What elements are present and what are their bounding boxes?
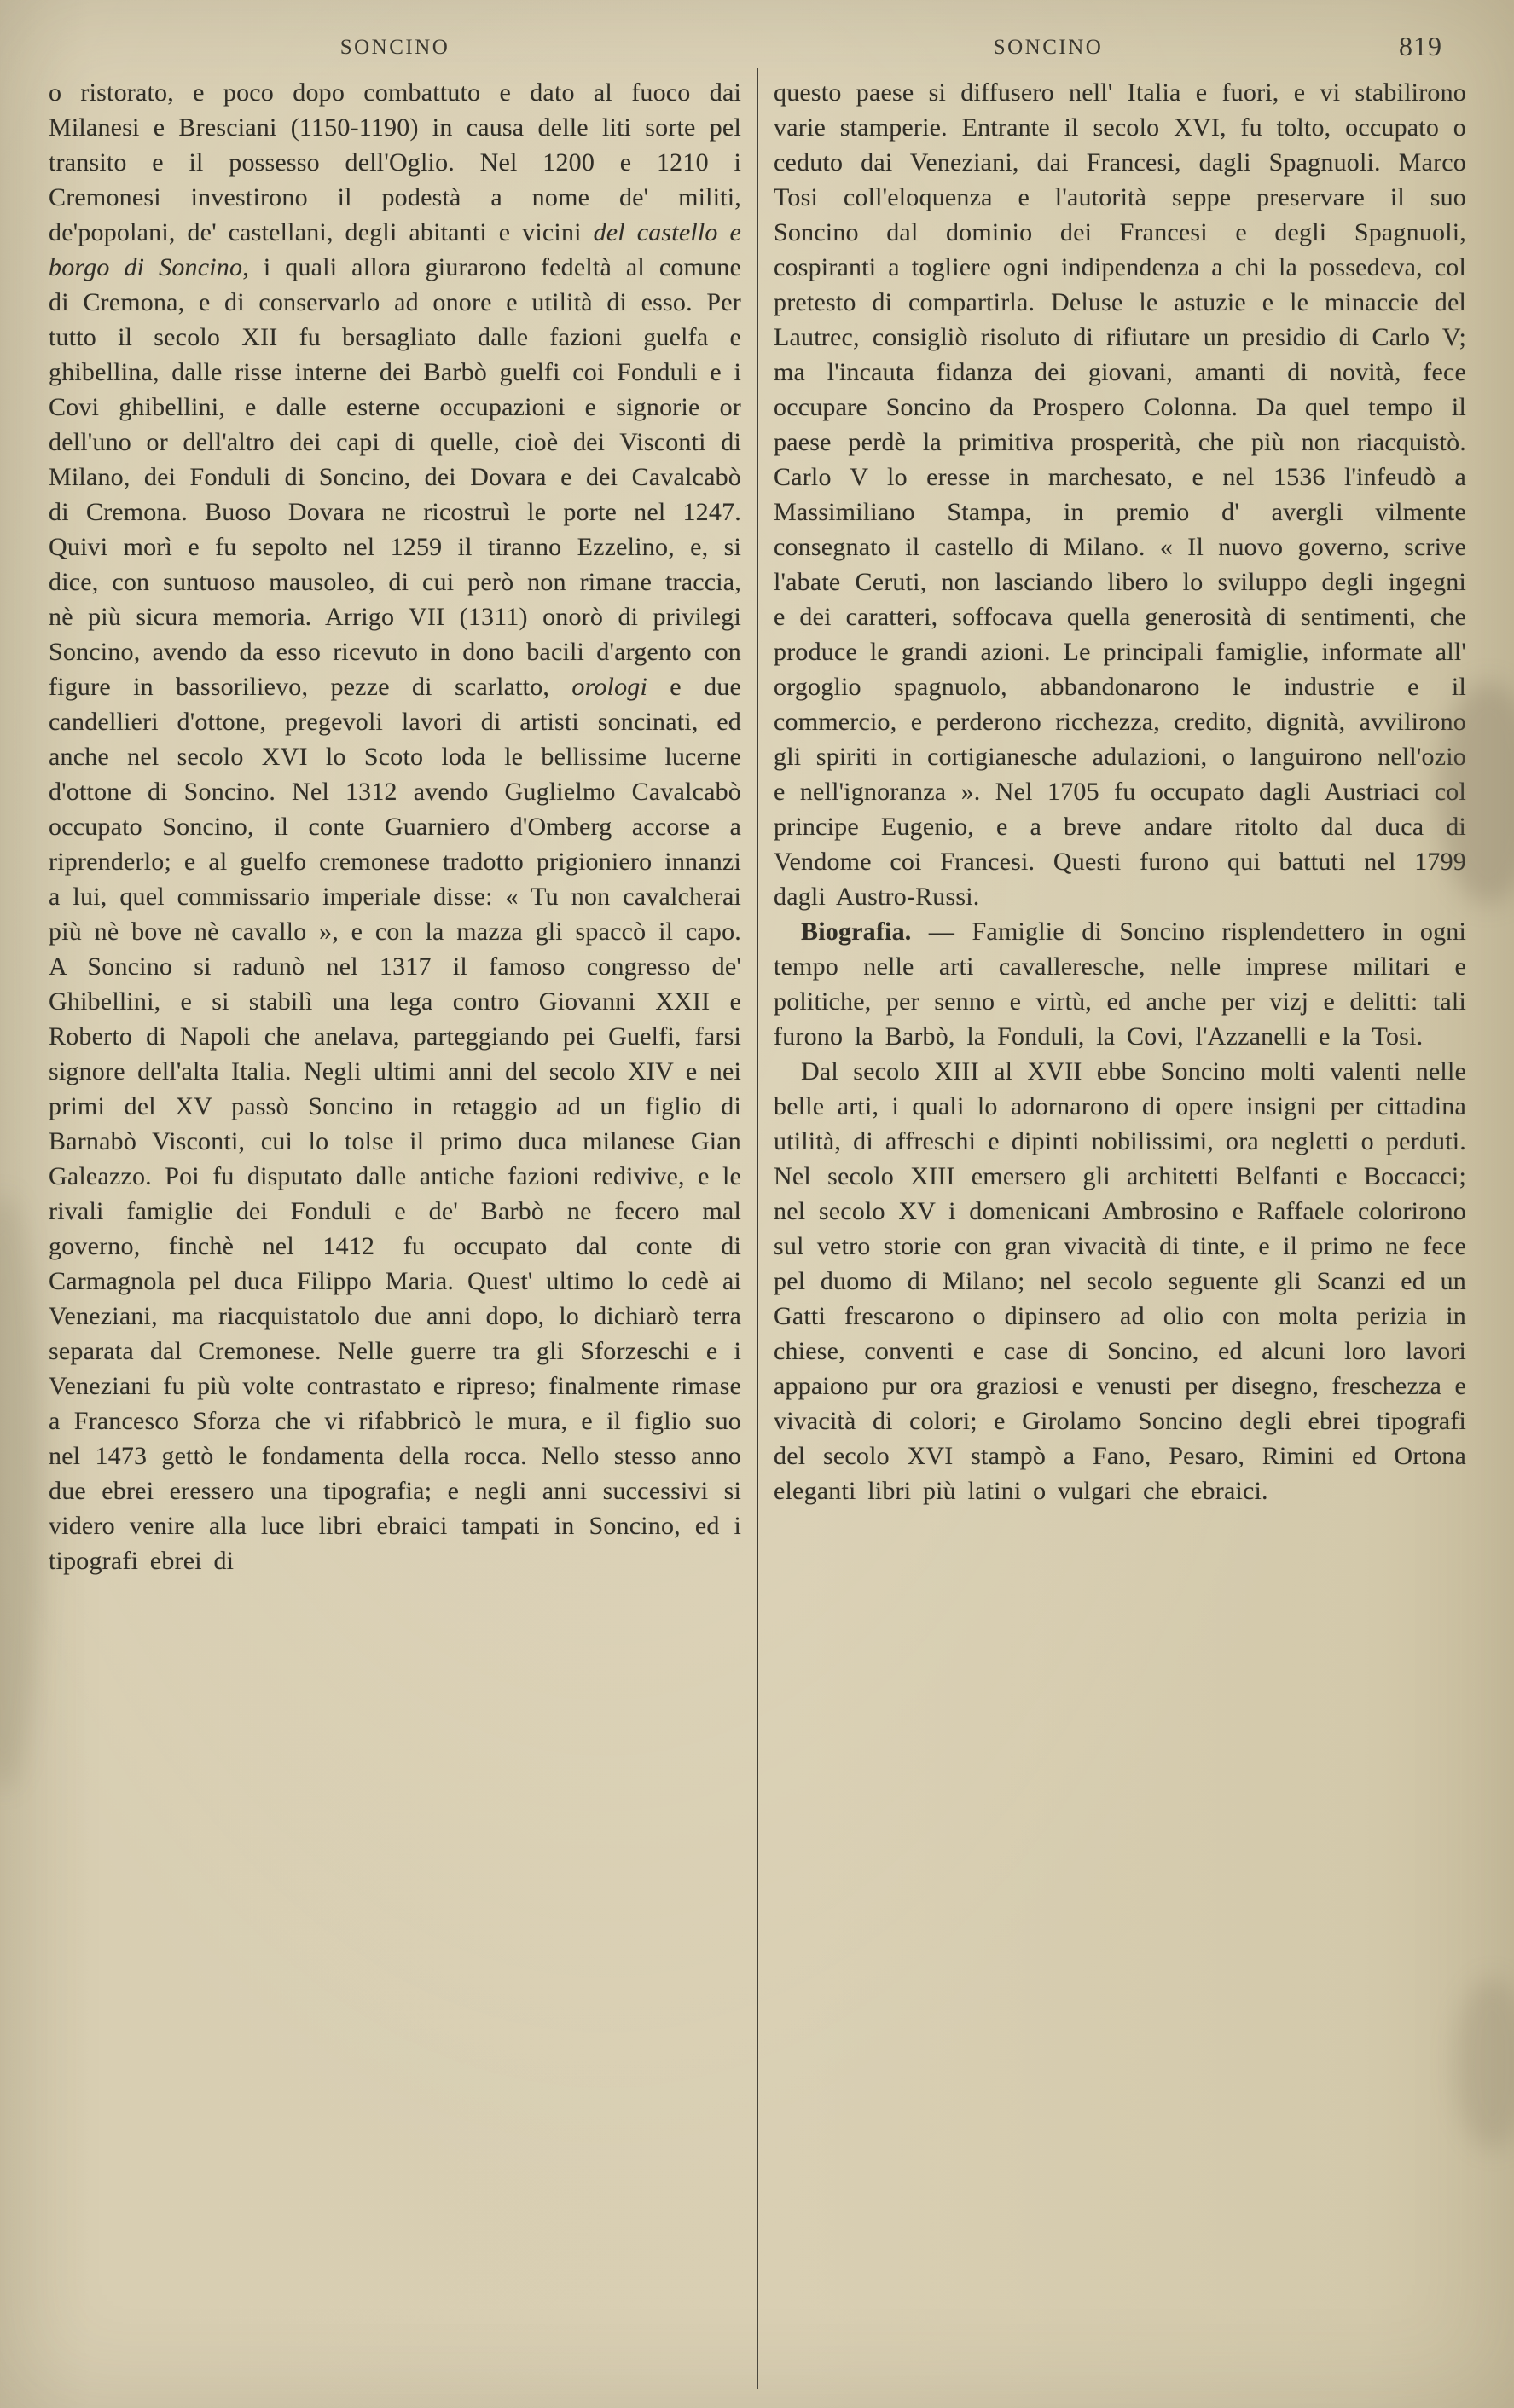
italic-phrase: orologi: [571, 673, 648, 701]
page-header: [0, 31, 1514, 70]
text-columns: [49, 75, 1466, 2389]
left-column-paragraph: [49, 75, 741, 1578]
biografia-heading: Biografia.: [801, 917, 912, 946]
right-column: [774, 75, 1466, 2389]
right-column-paragraph-arts: Dal secolo XIII al XVII ebbe Soncino molti valenti nelle belle arti, i quali lo adornarono di opere insigni per cittadina utilità, di affreschi e dipinti nobilissimi, ora negletti o perduti. Nel secolo XIII emersero gli architetti Belfanti e Boccacci; nel secolo XV i domenicani Ambrosino e Raffaele colorirono sul vetro storie con gran vivacità di tinte, e il primo ne fece pel duomo di Milano; nel secolo seguente gli Scanzi ed un Gatti frescarono o dipinsero ad olio con molta perizia in chiese, conventi e case di Soncino, ed alcuni loro lavori appaiono pur ora graziosi e venusti per disegno, freschezza e vivacità di colori; e Girolamo Soncino degli ebrei tipografi del secolo XVI stampò a Fano, Pesaro, Rimini ed Ortona eleganti libri più latini o vulgari che ebraici.: [774, 1057, 1466, 1505]
running-title-left: SONCINO: [339, 36, 450, 59]
text-segment: o ristorato, e poco dopo combattuto e dato al fuoco dai Milanesi e Bresciani (1150-1190) in causa delle liti sorte pel transito e il possesso dell'Oglio. Nel 1200 e 1210 i Cremonesi investirono il podestà a nome de' militi, de'popolani, de' castellani, degli abitanti e vicini: [49, 78, 741, 246]
text-segment: — Famiglie di Soncino risplendettero in ogni tempo nelle arti cavalleresche, nelle imprese militari e politiche, per senno e virtù, ed anche per vizj e delitti: tali furono la Barbò, la Fonduli, la Covi, l'Azzanelli e la Tosi.: [774, 917, 1466, 1051]
text-segment: , i quali allora giurarono fedeltà al comune di Cremona, e di conservarlo ad onore e utilità di esso. Per tutto il secolo XII fu bersagliato dalle fazioni guelfa e ghibellina, dalle risse interne dei Barbò guelfi coi Fonduli e i Covi ghibellini, e dalle esterne occupazioni e signorie or dell'uno or dell'altro dei capi di quelle, cioè dei Visconti di Milano, dei Fonduli di Soncino, dei Dovara e dei Cavalcabò di Cremona. Buoso Dovara ne ricostruì le porte nel 1247. Quivi morì e fu sepolto nel 1259 il tiranno Ezzelino, e, si dice, con suntuoso mausoleo, di cui però non rimane traccia, nè più sicura memoria. Arrigo VII (1311) onorò di privilegi Soncino, avendo da esso ricevuto in dono bacili d'argento con figure in bassorilievo, pezze di scarlatto,: [49, 253, 742, 701]
text-segment: e due candellieri d'ottone, pregevoli lavori di artisti soncinati, ed anche nel secolo XVI lo Scoto loda le bellissime lucerne d'ottone di Soncino. Nel 1312 avendo Guglielmo Cavalcabò occupato Soncino, il conte Guarniero d'Omberg accorse a riprenderlo; e al guelfo cremonese tradotto prigioniero innanzi a lui, quel commissario imperiale disse: « Tu non cavalcherai più nè bove nè cavallo », e con la mazza gli spaccò il capo. A Soncino si radunò nel 1317 il famoso congresso de' Ghibellini, e si stabilì una lega contro Giovanni XXII e Roberto di Napoli che anelava, parteggiando pei Guelfi, farsi signore dell'alta Italia. Negli ultimi anni del secolo XIV e nei primi del XV passò Soncino in retaggio ad un figlio di Barnabò Visconti, cui lo tolse il primo duca milanese Gian Galeazzo. Poi fu disputato dalle antiche fazioni redivive, e le rivali famiglie dei Fonduli e de' Barbò ne fecero mal governo, finchè nel 1412 fu occupato dal conte di Carmagnola pel duca Filippo Maria. Quest' ultimo lo cedè ai Veneziani, ma riacquistatolo due anni dopo, lo dichiarò terra separata dal Cremonese. Nelle guerre tra gli Sforzeschi e i Veneziani fu più volte contrastato e ripreso; finalmente rimase a Francesco Sforza che vi rifabbricò le mura, e il figlio suo nel 1473 gettò le fondamenta della rocca. Nello stesso anno due ebrei eressero una tipografia; e negli anni successivi si videro venire alla luce libri ebraici tampati in Soncino, ed i tipografi ebrei di: [49, 673, 741, 1575]
running-title-right: SONCINO: [993, 36, 1104, 59]
paper-smudge: [0, 1194, 43, 1791]
right-column-paragraph-continuation: questo paese si diffusero nell' Italia e fuori, e vi stabilirono varie stamperie. Entrante il secolo XVI, fu tolto, occupato o ceduto dai Veneziani, dai Francesi, dagli Spagnuoli. Marco Tosi coll'eloquenza e l'autorità seppe preservare il suo Soncino dal dominio dei Francesi e degli Spagnuoli, cospiranti a togliere ogni indipendenza a chi la possedeva, col pretesto di compartirla. Deluse le astuzie e le minaccie del Lautrec, consigliò risoluto di rifiutare un presidio di Carlo V; ma l'incauta fidanza dei giovani, amanti di novità, fece occupare Soncino da Prospero Colonna. Da quel tempo il paese perdè la primitiva prosperità, che più non riacquistò. Carlo V lo eresse in marchesato, e nel 1536 l'infeudò a Massimiliano Stampa, in premio d' avergli vilmente consegnato il castello di Milano. « Il nuovo governo, scrive l'abate Ceruti, non lasciando libero lo sviluppo degli ingegni e dei caratteri, soffocava quella generosità di sentimenti, che produce le grandi azioni. Le principali famiglie, informate all' orgoglio spagnuolo, abbandonarono le industrie e il commercio, e perderono ricchezza, credito, dignità, avvilirono gli spiriti in cortigianesche adulazioni, o languirono nell'ozio e nell'ignoranza ». Nel 1705 fu occupato dagli Austriaci col principe Eugenio, e a breve andare ritolto dal duca di Vendome coi Francesi. Questi furono qui battuti nel 1799 dagli Austro-Russi.: [774, 78, 1466, 911]
page-number: 819: [1399, 31, 1442, 61]
column-divider-rule: [757, 68, 758, 2389]
right-column-paragraph-biografia: [774, 914, 1466, 1054]
italic-phrase: del castello e borgo di Soncino: [49, 218, 741, 281]
left-column: [49, 75, 741, 2389]
